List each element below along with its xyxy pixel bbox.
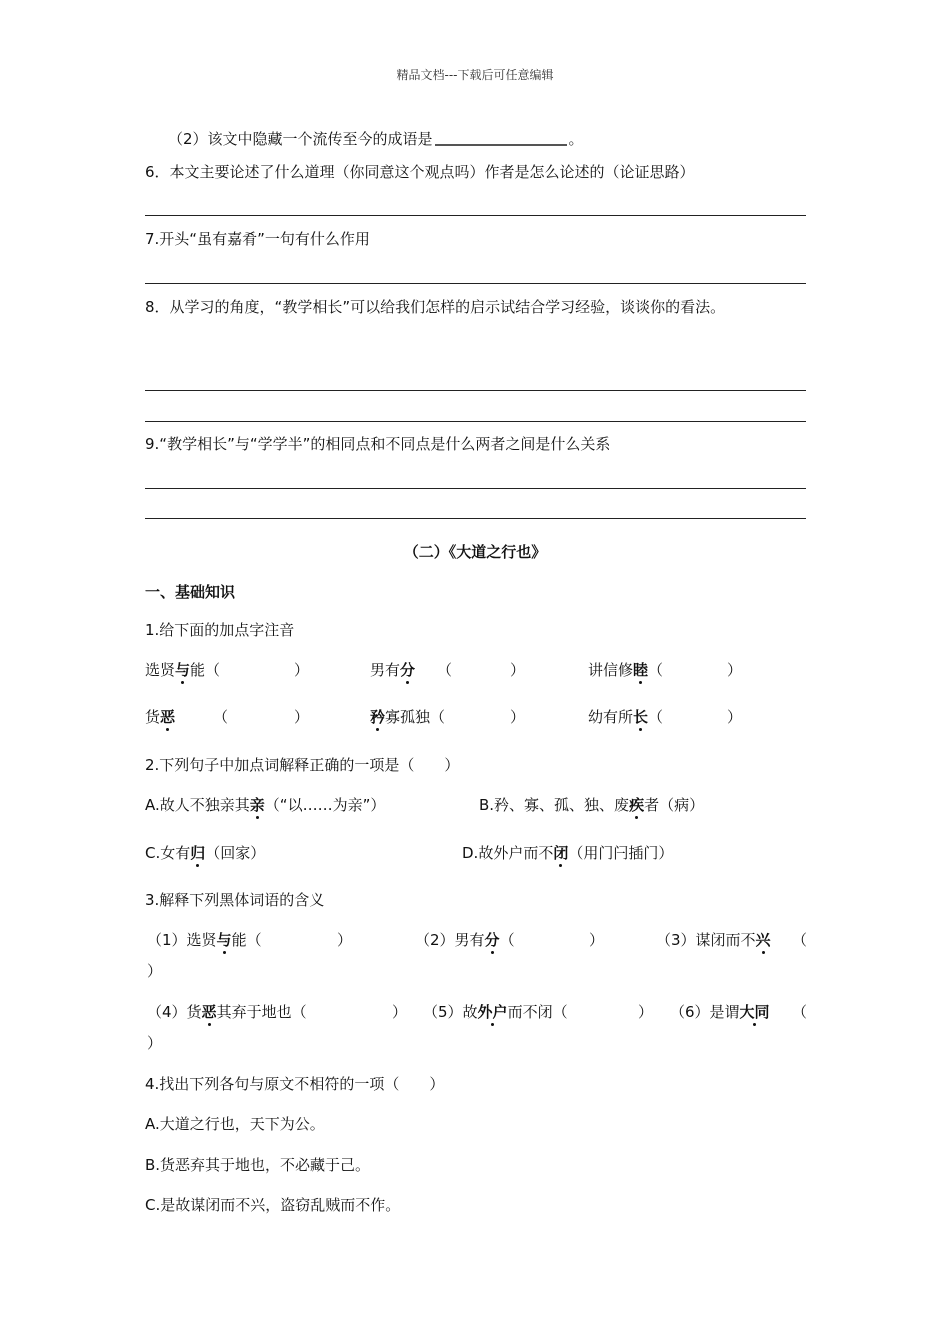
p1-row2-item3	[588, 707, 663, 727]
p2-title: 2.下列句子中加点词解释正确的一项是（ ）	[145, 756, 460, 774]
answer-line[interactable]	[145, 488, 806, 489]
p3-item-6	[670, 1002, 770, 1022]
p4-option-a[interactable]: A.大道之行也，天下为公。	[145, 1115, 325, 1133]
dotted-char: 与	[175, 661, 191, 679]
p3-item-1-close: ）	[337, 931, 353, 949]
answer-line[interactable]	[145, 390, 806, 391]
dotted-char: 与	[216, 931, 232, 949]
p2-option-c[interactable]	[145, 843, 265, 863]
item-text: 幼有所	[588, 708, 634, 726]
answer-line[interactable]	[145, 518, 806, 519]
dotted-char: 分	[484, 931, 500, 949]
p1-row2-item1-close: ）	[294, 708, 310, 726]
question-8: 8．从学习的角度，“教学相长”可以给我们怎样的启示试结合学习经验，谈谈你的看法。	[145, 298, 726, 316]
item-text: 能（	[190, 661, 221, 679]
dotted-char: 外户	[477, 1003, 508, 1021]
p3-item-5	[423, 1002, 568, 1022]
p3-item-6-wrap: ）	[147, 1034, 163, 1052]
p4-option-b[interactable]: B.货恶弃其于地也，不必藏于己。	[145, 1156, 371, 1174]
item-text: 而不闭（	[507, 1003, 568, 1021]
question-6: 6．本文主要论述了什么道理（你同意这个观点吗）作者是怎么论述的（论证思路）	[145, 163, 695, 181]
dotted-char: 大同	[739, 1003, 770, 1021]
p3-title: 3.解释下列黑体词语的含义	[145, 891, 325, 909]
p4-title: 4.找出下列各句与原文不相符的一项（ ）	[145, 1075, 445, 1093]
item-text: （	[648, 661, 664, 679]
option-text: A.故人不独亲其	[145, 796, 250, 814]
p1-row1-item3-close: ）	[727, 661, 743, 679]
p3-item-1	[147, 930, 262, 950]
item-text: 其弃于地也（	[216, 1003, 307, 1021]
p1-row2-item2	[370, 707, 445, 727]
p1-row1-item1	[145, 660, 220, 680]
question-9: 9.“教学相长”与“学学半”的相同点和不同点是什么两者之间是什么关系	[145, 435, 611, 453]
dotted-char: 恶	[160, 708, 176, 726]
question-5-2-end: 。	[568, 130, 584, 148]
p4-option-c[interactable]: C.是故谋闭而不兴，盗窃乱贼而不作。	[145, 1196, 401, 1214]
item-text: （2）男有	[415, 931, 485, 949]
page-header: 精品文档---下载后可任意编辑	[396, 68, 554, 82]
item-text: 选贤	[145, 661, 176, 679]
p1-title: 1.给下面的加点字注音	[145, 621, 295, 639]
question-5-2	[168, 128, 584, 149]
p1-row1-item2	[370, 660, 452, 680]
item-text: 货	[145, 708, 161, 726]
p3-item-4-close: ）	[392, 1003, 408, 1021]
p3-item-5-close: ）	[638, 1003, 654, 1021]
item-text: 讲信修	[588, 661, 634, 679]
item-text: （	[437, 661, 453, 679]
item-text: 能（	[231, 931, 262, 949]
basics-heading: 一、基础知识	[145, 583, 236, 601]
p3-item-6-open: （	[792, 1003, 808, 1021]
p3-item-3-open: （	[792, 931, 808, 949]
item-text: （1）选贤	[147, 931, 217, 949]
dotted-char: 疾	[629, 796, 645, 814]
p3-item-3	[656, 930, 771, 950]
answer-line[interactable]	[145, 283, 806, 284]
dotted-char: 恶	[201, 1003, 217, 1021]
p1-row2-item1	[145, 707, 228, 727]
option-text: B.矜、寡、孤、独、废	[479, 796, 630, 814]
question-7: 7.开头“虽有嘉肴”一句有什么作用	[145, 230, 370, 248]
option-text: （回家）	[205, 844, 266, 862]
item-text: （4）货	[147, 1003, 202, 1021]
item-text: （	[213, 708, 229, 726]
dotted-char: 分	[400, 661, 416, 679]
p1-row2-item3-close: ）	[727, 708, 743, 726]
p1-row1-item2-close: ）	[510, 661, 526, 679]
dotted-char: 亲	[249, 796, 265, 814]
p3-item-2	[415, 930, 515, 950]
answer-line[interactable]	[145, 215, 806, 216]
p3-item-4	[147, 1002, 307, 1022]
p2-option-b[interactable]	[479, 795, 704, 815]
answer-blank[interactable]	[435, 128, 567, 146]
option-text: C.女有	[145, 844, 191, 862]
p1-row1-item3	[588, 660, 663, 680]
dotted-char: 闭	[553, 844, 569, 862]
dotted-char: 长	[633, 708, 649, 726]
option-text: （用门闩插门）	[568, 844, 674, 862]
p3-item-3-wrap: ）	[147, 962, 163, 980]
item-text: （	[499, 931, 515, 949]
question-5-2-text: （2）该文中隐藏一个流传至今的成语是	[168, 130, 433, 148]
dotted-char: 矜	[370, 708, 386, 726]
p1-row2-item2-close: ）	[510, 708, 526, 726]
option-text: D.故外户而不	[462, 844, 554, 862]
item-text: （	[648, 708, 664, 726]
p1-row1-item1-close: ）	[294, 661, 310, 679]
option-text: （“以……为亲”）	[264, 796, 386, 814]
section-title: （二）《大道之行也》	[403, 543, 547, 561]
dotted-char: 兴	[755, 931, 771, 949]
item-text: （3）谋闭而不	[656, 931, 756, 949]
option-text: 者（病）	[644, 796, 705, 814]
answer-line[interactable]	[145, 421, 806, 422]
item-text: 寡孤独（	[385, 708, 446, 726]
item-text: 男有	[370, 661, 401, 679]
item-text: （5）故	[423, 1003, 478, 1021]
dotted-char: 归	[190, 844, 206, 862]
dotted-char: 睦	[633, 661, 649, 679]
p2-option-a[interactable]	[145, 795, 385, 815]
p3-item-2-close: ）	[589, 931, 605, 949]
item-text: （6）是谓	[670, 1003, 740, 1021]
p2-option-d[interactable]	[462, 843, 673, 863]
